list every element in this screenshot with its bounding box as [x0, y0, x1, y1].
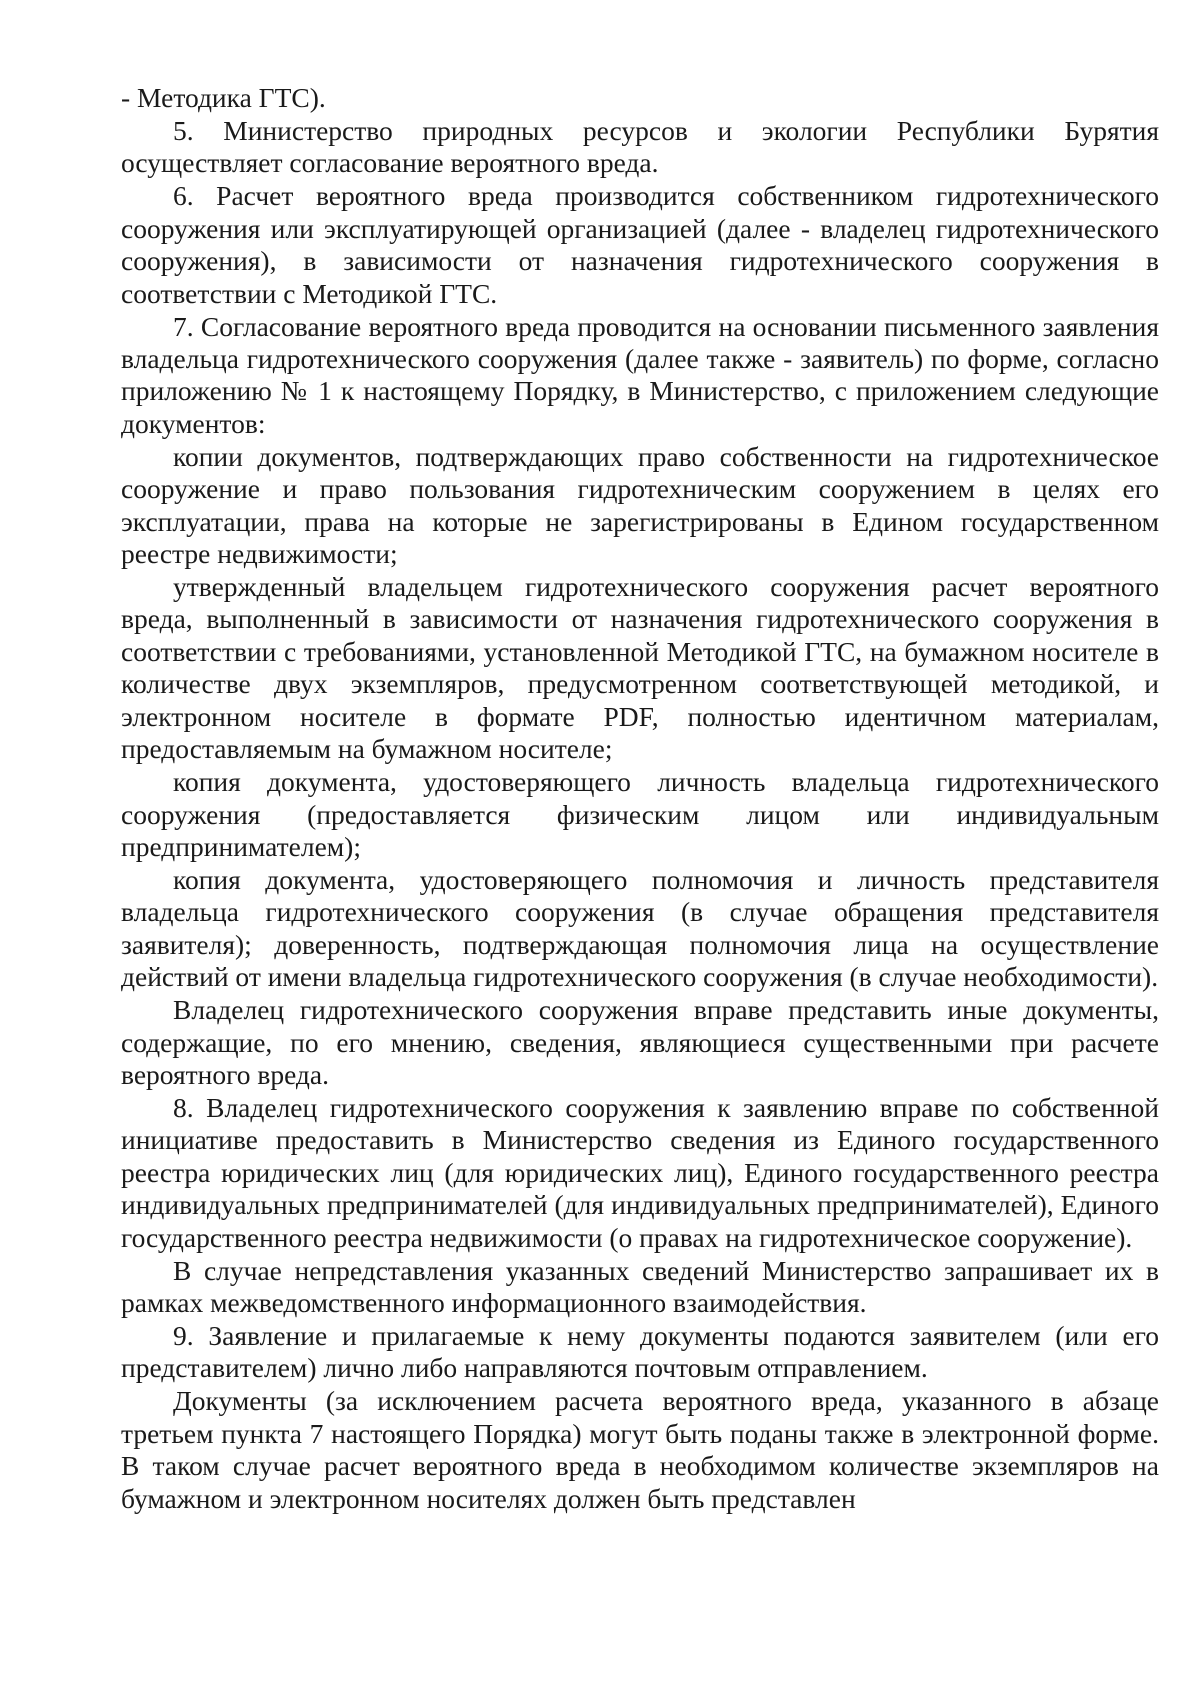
paragraph-electronic-form: Документы (за исключением расчета вероятного вреда, указанного в абзаце третьем пункта 7 настоящего Порядка) могут быть поданы также в электронной форме. В таком случае расчет вероятного вреда в необходимом количестве экземпляров на бумажном и электронном носителях должен быть представлен: [121, 1385, 1159, 1514]
paragraph-item-8: 8. Владелец гидротехнического сооружения к заявлению вправе по собственной инициативе предоставить в Министерство сведения из Единого государственного реестра юридических лиц (для юридических лиц), Единого государственного реестра индивидуальных предпринимателей (для индивидуальных предпринимателей), Единого государственного реестра недвижимости (о правах на гидротехническое сооружение).: [121, 1091, 1159, 1253]
paragraph-doc-ownership: копии документов, подтверждающих право собственности на гидротехническое сооружение и право пользования гидротехническим сооружением в целях его эксплуатации, права на которые не зарегистрированы в Едином государственном реестре недвижимости;: [121, 440, 1159, 570]
paragraph-other-documents: Владелец гидротехнического сооружения вправе представить иные документы, содержащие, по его мнению, сведения, являющиеся существенными при расчете вероятного вреда.: [121, 994, 1159, 1090]
paragraph-interagency-request: В случае непредставления указанных сведений Министерство запрашивает их в рамках межведомственного информационного взаимодействия.: [121, 1254, 1159, 1318]
document-body: [121, 82, 1159, 1515]
paragraph-item-9: 9. Заявление и прилагаемые к нему документы подаются заявителем (или его представителем) лично либо направляются почтовым отправлением.: [121, 1319, 1159, 1384]
paragraph-item-7: 7. Согласование вероятного вреда проводится на основании письменного заявления владельца гидротехнического сооружения (далее также - заявитель) по форме, согласно приложению № 1 к настоящему Порядку, в Министерство, с приложением следующие документов:: [121, 310, 1159, 439]
paragraph-doc-representative: копия документа, удостоверяющего полномочия и личность представителя владельца гидротехнического сооружения (в случае обращения представителя заявителя); доверенность, подтверждающая полномочия лица на осуществление действий от имени владельца гидротехнического сооружения (в случае необходимости).: [121, 863, 1159, 993]
paragraph-item-6: 6. Расчет вероятного вреда производится собственником гидротехнического сооружения или эксплуатирующей организацией (далее - владелец гидротехнического сооружения), в зависимости от назначения гидротехнического сооружения в соответствии с Методикой ГТС.: [121, 180, 1159, 309]
paragraph-continuation: - Методика ГТС).: [121, 82, 326, 113]
paragraph-doc-harm-calculation: утвержденный владельцем гидротехнического сооружения расчет вероятного вреда, выполненный в зависимости от назначения гидротехнического сооружения в соответствии с требованиями, установленной Методикой ГТС, на бумажном носителе в количестве двух экземпляров, предусмотренном соответствующей методикой, и электронном носителе в формате PDF, полностью идентичном материалам, предоставляемым на бумажном носителе;: [121, 571, 1159, 765]
paragraph-doc-identity: копия документа, удостоверяющего личность владельца гидротехнического сооружения (предоставляется физическим лицом или индивидуальным предпринимателем);: [121, 766, 1159, 862]
paragraph-item-5: 5. Министерство природных ресурсов и экологии Республики Бурятия осуществляет согласование вероятного вреда.: [121, 115, 1159, 179]
